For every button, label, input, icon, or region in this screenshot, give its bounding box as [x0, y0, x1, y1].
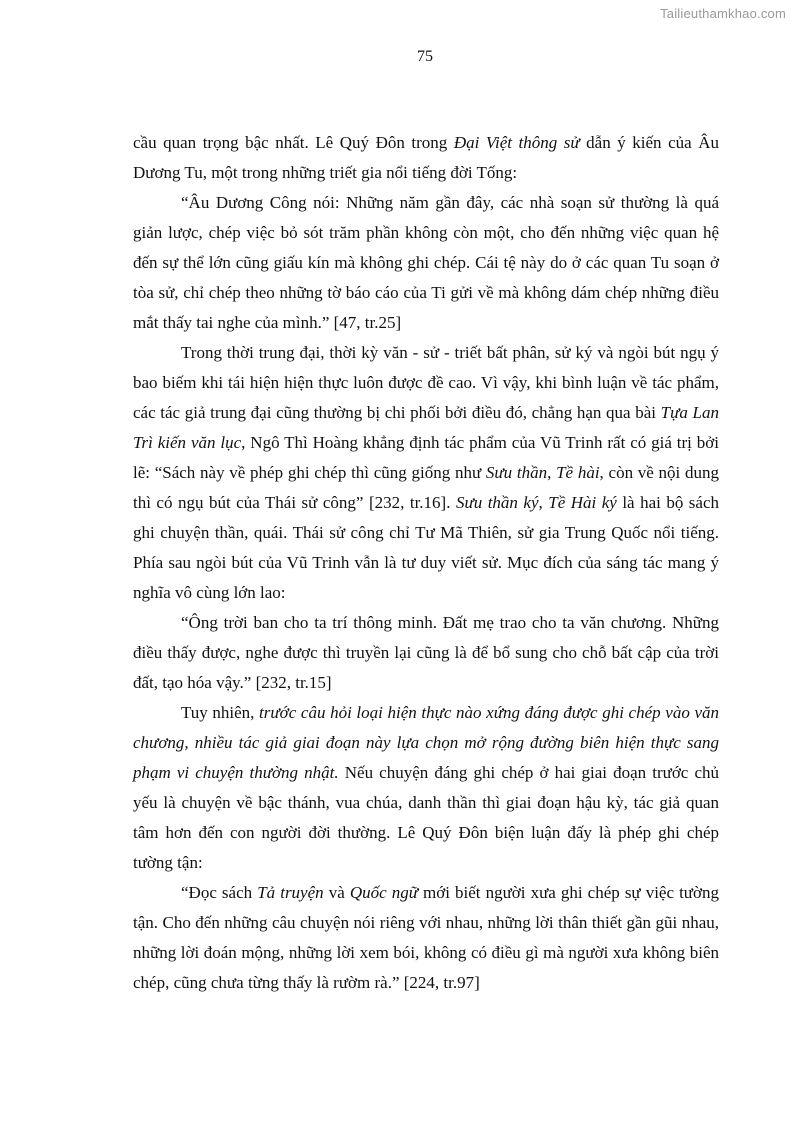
- text-run: , Ngô Thì Hoàng khẳng định tác phẩm của Vũ Trinh rất có giá trị bởi lẽ: “Sách này về phép ghi chép thì cũng giống như: [133, 433, 719, 482]
- text-run: “Đọc sách: [181, 883, 258, 902]
- text-run: Trong thời trung đại, thời kỳ văn - sử - triết bất phân, sử ký và ngòi bút ngụ ý bao biếm khi tái hiện hiện thực luôn được đề cao. Vì vậy, khi bình luận về tác phẩm, các tác giả trung đại cũng thường bị chi phối bởi điều đó, chẳng hạn qua bài: [133, 343, 719, 422]
- page-body: [133, 128, 719, 998]
- page-number: 75: [417, 48, 433, 65]
- text-run: “Ông trời ban cho ta trí thông minh. Đất mẹ trao cho ta văn chương. Những điều thấy được, nghe được thì truyền lại cũng là để bổ sung cho chỗ bất cập của trời đất, tạo hóa vậy.” [232, tr.15]: [133, 613, 719, 692]
- paragraph: [133, 608, 719, 698]
- paragraph: [133, 188, 719, 338]
- text-run: Nếu chuyện đáng ghi chép ở hai giai đoạn trước chủ yếu là chuyện về bậc thánh, vua chúa, danh thần thì giai đoạn hậu kỳ, tác giả quan tâm hơn đến con người đời thường. Lê Quý Đôn biện luận đấy là phép ghi chép tường tận:: [133, 763, 719, 872]
- watermark: Tailieuthamkhao.com: [660, 6, 786, 21]
- text-run: mới biết người xưa ghi chép sự việc tường tận. Cho đến những câu chuyện nói riêng với nhau, những lời thân thiết gần gũi nhau, những lời đoán mộng, những lời xem bói, không có điều gì mà người xưa không biên chép, cũng chưa từng thấy là rườm rà.” [224, tr.97]: [133, 883, 720, 992]
- italic-text: Tề Hài ký: [548, 493, 617, 512]
- italic-text: Đại Việt thông sử: [453, 133, 580, 152]
- text-run: cầu quan trọng bậc nhất. Lê Quý Đôn trong: [133, 133, 454, 152]
- italic-text: Tựa Lan Trì kiến văn lục: [133, 403, 719, 452]
- italic-text: Sưu thần: [485, 463, 548, 482]
- paragraph: [133, 878, 719, 998]
- text-run: ,: [538, 493, 549, 512]
- italic-text: trước câu hỏi loại hiện thực nào xứng đáng được ghi chép vào văn chương, nhiều tác giả giai đoạn này lựa chọn mở rộng đường biên hiện thực sang phạm vi chuyện thường nhật.: [133, 703, 719, 782]
- text-run: dẫn ý kiến của Âu Dương Tu, một trong những triết gia nổi tiếng đời Tống:: [133, 133, 719, 182]
- text-run: là hai bộ sách ghi chuyện thần, quái. Thái sử công chỉ Tư Mã Thiên, sử gia Trung Quốc nổi tiếng. Phía sau ngòi bút của Vũ Trinh vẫn là tư duy viết sử. Mục đích của sáng tác mang ý nghĩa vô cùng lớn lao:: [133, 493, 720, 602]
- paragraph: [133, 338, 719, 608]
- italic-text: Tả truyện: [257, 883, 324, 902]
- text-run: và: [323, 883, 350, 902]
- paragraph: [133, 128, 719, 188]
- text-run: , còn về nội dung thì có ngụ bút của Thái sử công” [232, tr.16].: [133, 463, 719, 512]
- paragraph: [133, 698, 719, 878]
- italic-text: Sưu thần ký: [455, 493, 539, 512]
- text-run: ,: [547, 463, 557, 482]
- text-run: Tuy nhiên,: [181, 703, 260, 722]
- italic-text: Quốc ngữ: [349, 883, 418, 902]
- text-run: “Âu Dương Công nói: Những năm gần đây, các nhà soạn sử thường là quá giản lược, chép việc bỏ sót trăm phần không còn một, cho đến những việc quan hệ đến sự thể lớn cũng giấu kín mà không ghi chép. Cái tệ này do ở các quan Tu soạn ở tòa sử, chỉ chép theo những tờ báo cáo của Ti gửi về mà không dám chép những điều mắt thấy tai nghe của mình.” [47, tr.25]: [133, 193, 719, 332]
- italic-text: Tề hài: [556, 463, 600, 482]
